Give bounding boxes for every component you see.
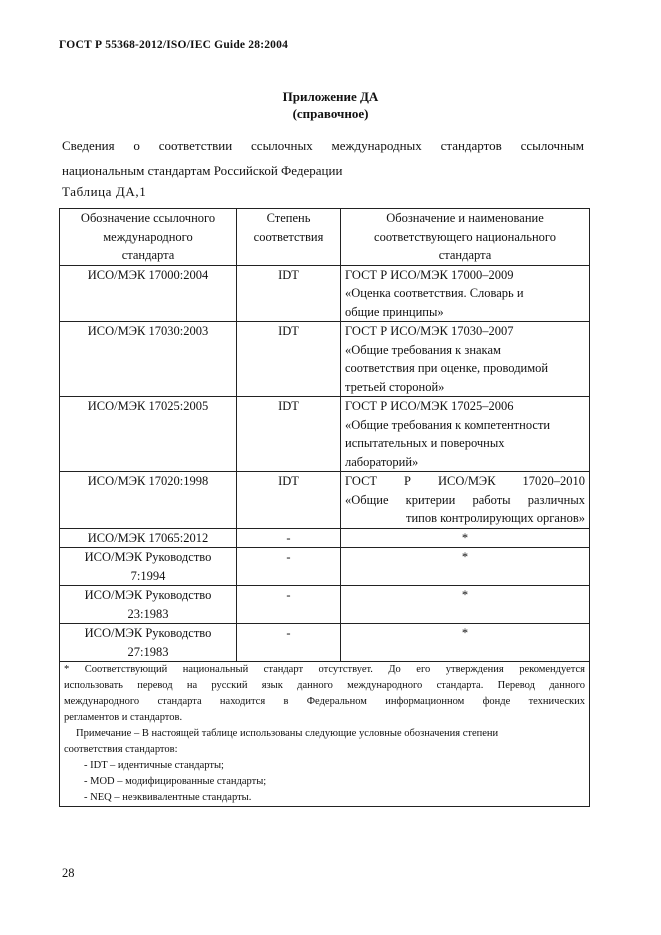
degree-cell: - (237, 586, 341, 624)
degree-cell: - (237, 528, 341, 548)
table-row (60, 265, 590, 322)
ref-standard-cell (60, 548, 237, 586)
ref-standard-cell (60, 397, 237, 472)
header-cell-line: соответствия (253, 229, 324, 244)
header-cell-line: Обозначение и наименование (386, 211, 544, 225)
table-row (60, 322, 590, 397)
ref-standard-cell-line: ИСО/МЭК 17065:2012 (87, 530, 209, 545)
national-standard-cell (341, 472, 590, 529)
national-standard-cell-line: ГОСТ Р ИСО/МЭК 17000–2009 (345, 267, 514, 282)
national-standard-cell-line: ГОСТ Р ИСО/МЭК 17025–2006 (345, 399, 514, 413)
national-standard-cell-line: «Общие требования к знакам (345, 342, 501, 357)
ref-standard-cell-line: ИСО/МЭК 17000:2004 (87, 267, 209, 282)
degree-cell: - (237, 548, 341, 586)
page-number: 28 (62, 866, 75, 880)
appendix-subtitle: (справочное) (292, 106, 369, 121)
footnote-text: регламентов и стандартов. (64, 712, 183, 723)
table-header-row (60, 209, 590, 266)
national-standard-cell (341, 322, 590, 397)
header-cell-line: Обозначение ссылочного (80, 211, 216, 225)
footnote-text: международного стандарта находится в Федеральном информационном фонде технических (64, 696, 585, 707)
note-list-item: - NEQ – неэквивалентные стандарты. (84, 792, 252, 803)
degree-cell: IDT (237, 322, 341, 397)
national-standard-cell-line: ГОСТ Р ИСО/МЭК 17020–2010 (345, 474, 585, 488)
national-standard-cell-line: общие принципы» (345, 304, 444, 319)
appendix-heading (0, 88, 661, 122)
header-cell-line: международного (103, 229, 193, 244)
degree-cell: IDT (237, 472, 341, 529)
ref-standard-cell (60, 322, 237, 397)
ref-standard-cell-line: 23:1983 (127, 606, 169, 621)
national-standard-cell-line: * (461, 550, 469, 564)
national-standard-cell (341, 586, 590, 624)
national-standard-cell-line: лабораторий» (345, 454, 419, 469)
table-row (60, 397, 590, 472)
national-standard-cell-line: * (461, 626, 469, 640)
ref-standard-cell-line: 7:1994 (130, 568, 166, 583)
note-list-item: - IDT – идентичные стандарты; (84, 760, 224, 771)
header-cell-line: соответствующего национального (374, 229, 556, 244)
table-body (60, 209, 590, 807)
ref-standard-cell-line: ИСО/МЭК Руководство (84, 626, 212, 640)
footnote-text: * Соответствующий национальный стандарт отсутствует. До его утверждения рекомендуется (64, 664, 585, 675)
table-row (60, 586, 590, 624)
intro-line: национальным стандартам Российской Федерации (62, 163, 343, 178)
header-cell-line: стандарта (438, 248, 492, 262)
national-standard-cell (341, 624, 590, 662)
ref-standard-cell-line: ИСО/МЭК Руководство (84, 588, 212, 602)
ref-standard-cell-line: ИСО/МЭК Руководство (84, 550, 212, 564)
national-standard-cell-line: * (461, 588, 469, 602)
ref-standard-cell (60, 624, 237, 662)
national-standard-cell-line: ГОСТ Р ИСО/МЭК 17030–2007 (345, 324, 514, 338)
header-cell-line: Степень (266, 211, 311, 225)
header-cell (237, 209, 341, 266)
degree-cell: IDT (237, 265, 341, 322)
national-standard-cell-line: * (461, 530, 469, 545)
table-row (60, 472, 590, 529)
footnote-cell (60, 662, 590, 807)
national-standard-cell (341, 397, 590, 472)
ref-standard-cell-line: 27:1983 (127, 644, 169, 659)
degree-cell: IDT (237, 397, 341, 472)
note-list-item: - MOD – модифицированные стандарты; (84, 776, 267, 787)
header-cell (60, 209, 237, 266)
national-standard-cell-line: третьей стороной» (345, 379, 445, 394)
national-standard-cell-line: «Общие критерии работы различных (345, 492, 585, 507)
ref-standard-cell (60, 586, 237, 624)
ref-standard-cell (60, 472, 237, 529)
ref-standard-cell-line: ИСО/МЭК 17025:2005 (87, 399, 209, 413)
note-text: Примечание – В настоящей таблице использованы следующие условные обозначения степени (76, 728, 499, 739)
footnote-row (60, 662, 590, 807)
national-standard-cell (341, 548, 590, 586)
footnote-text: использовать перевод на русский язык данного международного стандарта. Перевод данного (64, 680, 585, 691)
table-caption: Таблица ДА,1 (62, 184, 147, 199)
national-standard-cell (341, 528, 590, 548)
national-standard-cell-line: типов контролирующих органов» (405, 511, 585, 525)
correspondence-table (59, 208, 590, 807)
table-row (60, 528, 590, 548)
ref-standard-cell-line: ИСО/МЭК 17030:2003 (87, 324, 209, 338)
national-standard-cell-line: «Общие требования к компетентности (345, 417, 551, 432)
ref-standard-cell-line: ИСО/МЭК 17020:1998 (87, 474, 209, 488)
header-cell (341, 209, 590, 266)
header-cell-line: стандарта (121, 248, 175, 262)
national-standard-cell-line: соответствия при оценке, проводимой (345, 361, 549, 375)
table-row (60, 624, 590, 662)
note-text: соответствия стандартов: (64, 744, 178, 755)
document-header: ГОСТ Р 55368-2012/ISO/IEC Guide 28:2004 (59, 39, 289, 51)
national-standard-cell (341, 265, 590, 322)
ref-standard-cell (60, 265, 237, 322)
degree-cell: - (237, 624, 341, 662)
national-standard-cell-line: испытательных и поверочных (345, 436, 505, 450)
table-row (60, 548, 590, 586)
appendix-title: Приложение ДА (282, 89, 379, 104)
national-standard-cell-line: «Оценка соответствия. Словарь и (345, 286, 524, 300)
intro-line: Сведения о соответствии ссылочных международных стандартов ссылочным (62, 138, 584, 153)
ref-standard-cell (60, 528, 237, 548)
intro-paragraph (62, 133, 584, 183)
